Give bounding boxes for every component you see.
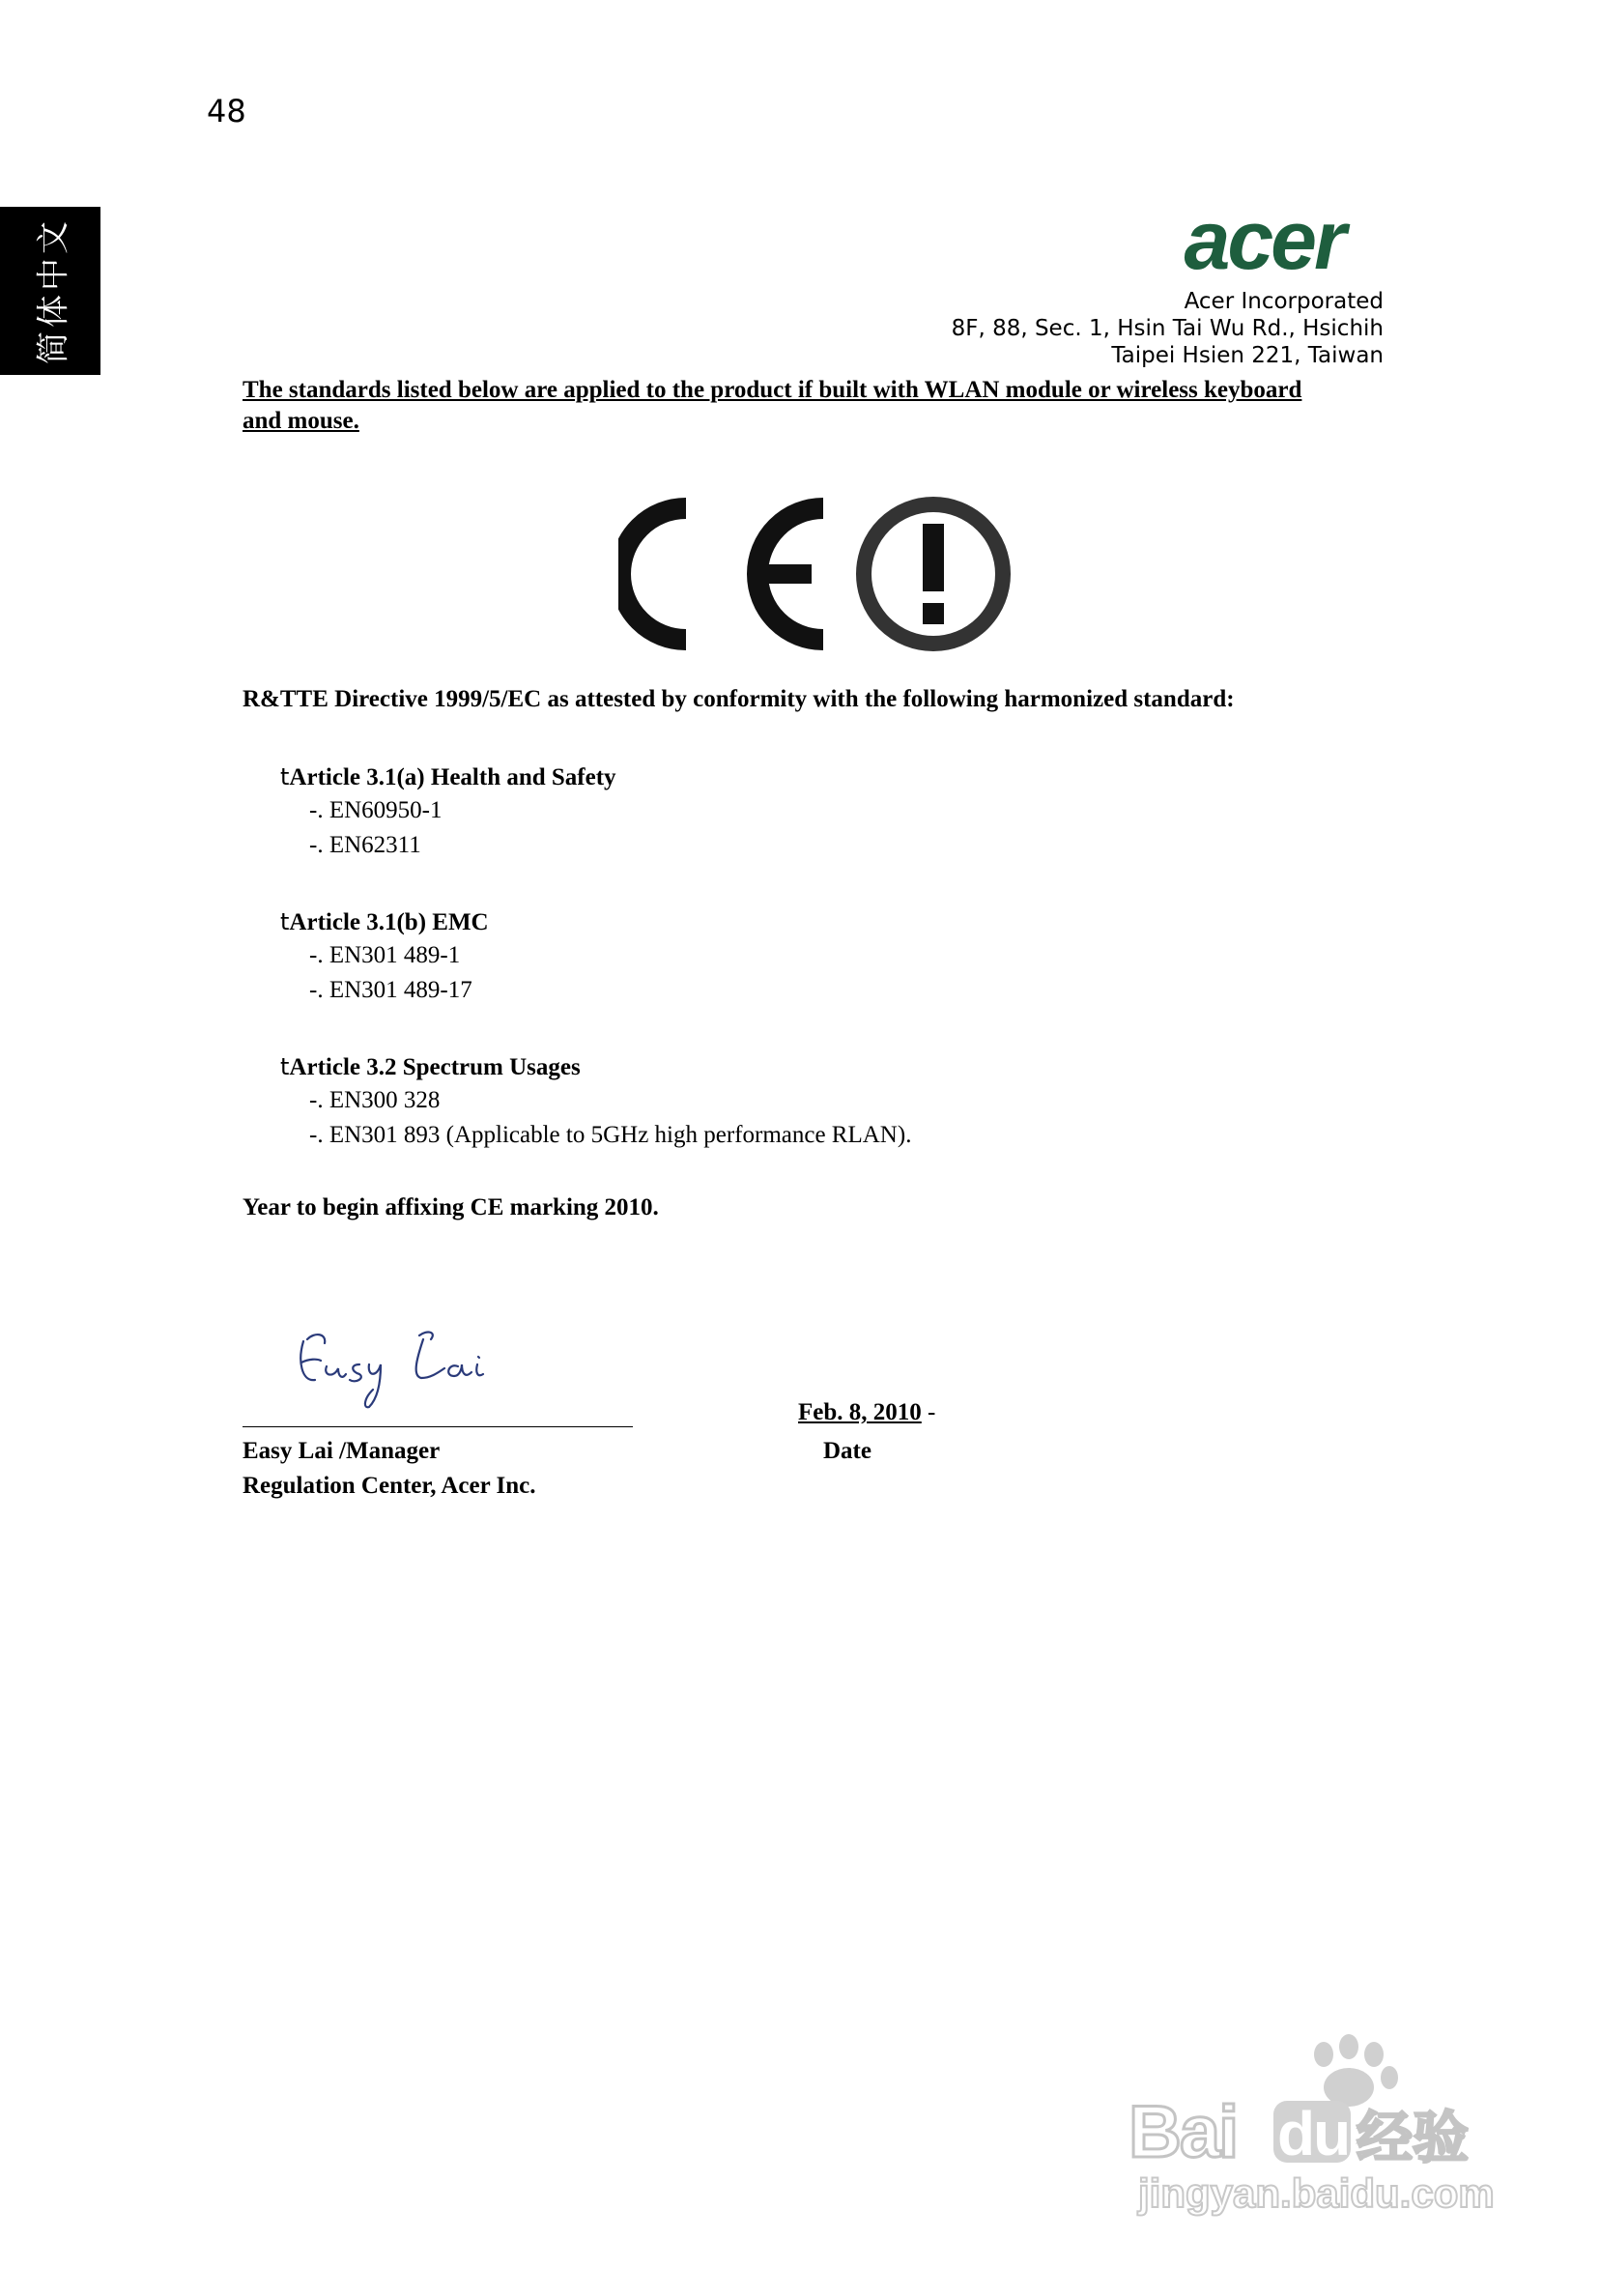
watermark-url: jingyan.baidu.com xyxy=(1138,2170,1495,2216)
handwritten-signature xyxy=(296,1322,508,1415)
standard-item: -. EN301 893 (Applicable to 5GHz high performance RLAN). xyxy=(309,1122,912,1148)
svg-text:Bai: Bai xyxy=(1129,2091,1238,2173)
date-dash: - xyxy=(928,1399,936,1425)
company-address xyxy=(952,288,1384,369)
standard-item: -. EN60950-1 xyxy=(309,797,443,823)
address-line: 8F, 88, Sec. 1, Hsin Tai Wu Rd., Hsichih xyxy=(951,316,1384,341)
svg-text:经验: 经验 xyxy=(1357,2105,1470,2170)
standard-item: -. EN301 489-1 xyxy=(309,942,461,968)
acer-logo-icon xyxy=(1146,205,1382,278)
bullet-glyph: t xyxy=(280,763,290,790)
signature-date xyxy=(798,1399,935,1426)
standard-item: -. EN300 328 xyxy=(309,1087,441,1113)
article-title: Article 3.1(a) Health and Safety xyxy=(289,764,616,790)
language-side-tab xyxy=(0,207,100,375)
svg-text:du: du xyxy=(1277,2099,1350,2168)
signatory-organization: Regulation Center, Acer Inc. xyxy=(243,1473,536,1499)
address-line: Acer Incorporated xyxy=(1184,289,1384,314)
article-block xyxy=(280,761,616,863)
standard-item: -. EN62311 xyxy=(309,832,421,858)
baidu-jingyan-watermark xyxy=(1121,2033,1507,2223)
svg-text:acer: acer xyxy=(1184,205,1344,278)
signatory-block xyxy=(243,1434,535,1504)
article-title: Article 3.1(b) EMC xyxy=(289,909,489,935)
article-block xyxy=(280,906,489,1008)
standard-item: -. EN301 489-17 xyxy=(309,977,472,1003)
date-label: Date xyxy=(823,1438,871,1464)
article-block xyxy=(280,1051,911,1153)
signature-line xyxy=(243,1426,633,1427)
ce-year-statement: Year to begin affixing CE marking 2010. xyxy=(243,1194,659,1220)
ce-mark-icon xyxy=(618,495,1013,653)
language-side-tab-label: 简体中文 xyxy=(34,217,73,364)
directive-statement: R&TTE Directive 1999/5/EC as attested by conformity with the following harmonized standard: xyxy=(243,686,1235,712)
bullet-glyph: t xyxy=(280,1053,290,1080)
article-title: Article 3.2 Spectrum Usages xyxy=(289,1054,581,1080)
page-number: 48 xyxy=(207,93,246,129)
bullet-glyph: t xyxy=(280,908,290,935)
date-value: Feb. 8, 2010 xyxy=(798,1399,922,1425)
address-line: Taipei Hsien 221, Taiwan xyxy=(1111,343,1384,368)
signatory-name: Easy Lai /Manager xyxy=(243,1438,441,1464)
wlan-notice: The standards listed below are applied to the product if built with WLAN module or wireless keyboard and mouse. xyxy=(243,377,1302,434)
